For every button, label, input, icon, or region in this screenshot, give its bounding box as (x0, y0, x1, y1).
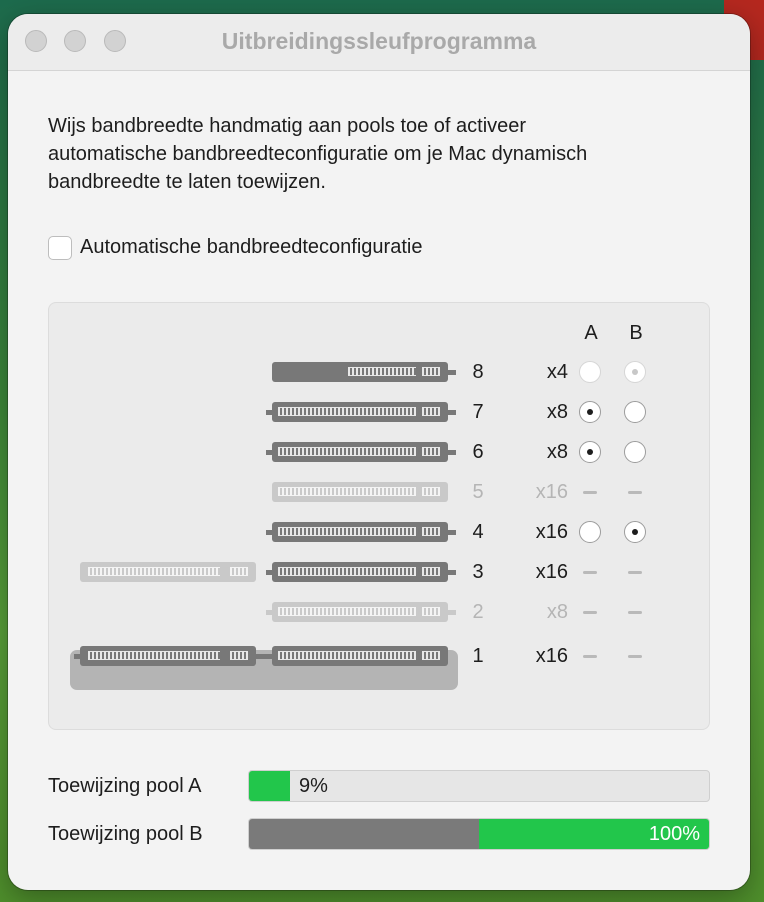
description-line: Wijs bandbreedte handmatig aan pools toe of activeer (48, 115, 527, 137)
slot-6-pool-a-radio[interactable] (579, 441, 601, 463)
slot-7-stub-right (448, 410, 456, 415)
slot-6-card-icon (272, 442, 448, 462)
pool-a-header: A (584, 322, 598, 344)
slot-6-pool-b-radio[interactable] (624, 441, 646, 463)
pool-b-fill-other (249, 819, 479, 849)
slot-8-stub (448, 370, 456, 375)
slot-6-stub-right (448, 450, 456, 455)
slot-1-stub-middle (256, 654, 272, 659)
slot-3-pool-a-dash (583, 571, 597, 574)
title-bar (8, 14, 750, 71)
slot-5-card-icon (272, 482, 448, 502)
slot-4-pool-a-radio[interactable] (579, 521, 601, 543)
slot-8-pool-b-radio (624, 361, 646, 383)
slot-3-number: 3 (472, 561, 484, 583)
slot-5-lanes: x16 (535, 481, 568, 503)
pool-b-header: B (629, 322, 643, 344)
slot-3-stub-right (448, 570, 456, 575)
slot-2-pool-a-dash (583, 611, 597, 614)
slot-3-lanes: x16 (535, 561, 568, 583)
slot-1-pool-a-dash (583, 655, 597, 658)
slot-1-extension-card-icon (80, 646, 256, 666)
slot-7-lanes: x8 (546, 401, 568, 423)
auto-bandwidth-label[interactable]: Automatische bandbreedteconfiguratie (80, 236, 423, 258)
slot-6-lanes: x8 (546, 441, 568, 463)
slot-5-pool-a-dash (583, 491, 597, 494)
slot-5-pool-b-dash (628, 491, 642, 494)
slot-4-number: 4 (472, 521, 484, 543)
pool-b-percent: 100% (648, 823, 700, 845)
slot-1-card-icon (272, 646, 448, 666)
description-line: bandbreedte te laten toewijzen. (48, 171, 326, 193)
pool-b-allocation-bar (248, 818, 710, 850)
pool-a-allocation-label: Toewijzing pool A (48, 775, 202, 797)
slot-2-number: 2 (472, 601, 484, 623)
pool-a-percent: 9% (299, 775, 328, 797)
pool-a-fill (249, 771, 290, 801)
slot-7-card-icon (272, 402, 448, 422)
auto-bandwidth-checkbox[interactable] (48, 236, 72, 260)
slot-8-number: 8 (472, 361, 484, 383)
slot-3-extension-card-icon (80, 562, 256, 582)
slot-2-pool-b-dash (628, 611, 642, 614)
slot-2-stub-right (448, 610, 456, 615)
slot-1-number: 1 (472, 645, 484, 667)
slot-7-pool-b-radio[interactable] (624, 401, 646, 423)
slot-8-card-icon (272, 362, 448, 382)
slot-6-number: 6 (472, 441, 484, 463)
slot-8-pool-a-radio (579, 361, 601, 383)
pool-a-allocation-bar (248, 770, 710, 802)
slot-3-card-icon (272, 562, 448, 582)
slot-2-lanes: x8 (546, 601, 568, 623)
pool-b-allocation-label: Toewijzing pool B (48, 823, 203, 845)
slot-4-stub-right (448, 530, 456, 535)
slot-7-number: 7 (472, 401, 484, 423)
slot-8-lanes: x4 (546, 361, 568, 383)
slot-4-card-icon (272, 522, 448, 542)
expansion-slot-utility-window (8, 14, 750, 890)
slot-3-pool-b-dash (628, 571, 642, 574)
slot-5-number: 5 (472, 481, 484, 503)
slot-4-pool-b-radio[interactable] (624, 521, 646, 543)
slot-7-pool-a-radio[interactable] (579, 401, 601, 423)
slot-1-pool-b-dash (628, 655, 642, 658)
slot-4-lanes: x16 (535, 521, 568, 543)
description-text (48, 112, 718, 196)
slot-1-lanes: x16 (535, 645, 568, 667)
slot-2-card-icon (272, 602, 448, 622)
window-title: Uitbreidingssleufprogramma (221, 28, 537, 54)
description-line: automatische bandbreedteconfiguratie om je Mac dynamisch (48, 143, 588, 165)
